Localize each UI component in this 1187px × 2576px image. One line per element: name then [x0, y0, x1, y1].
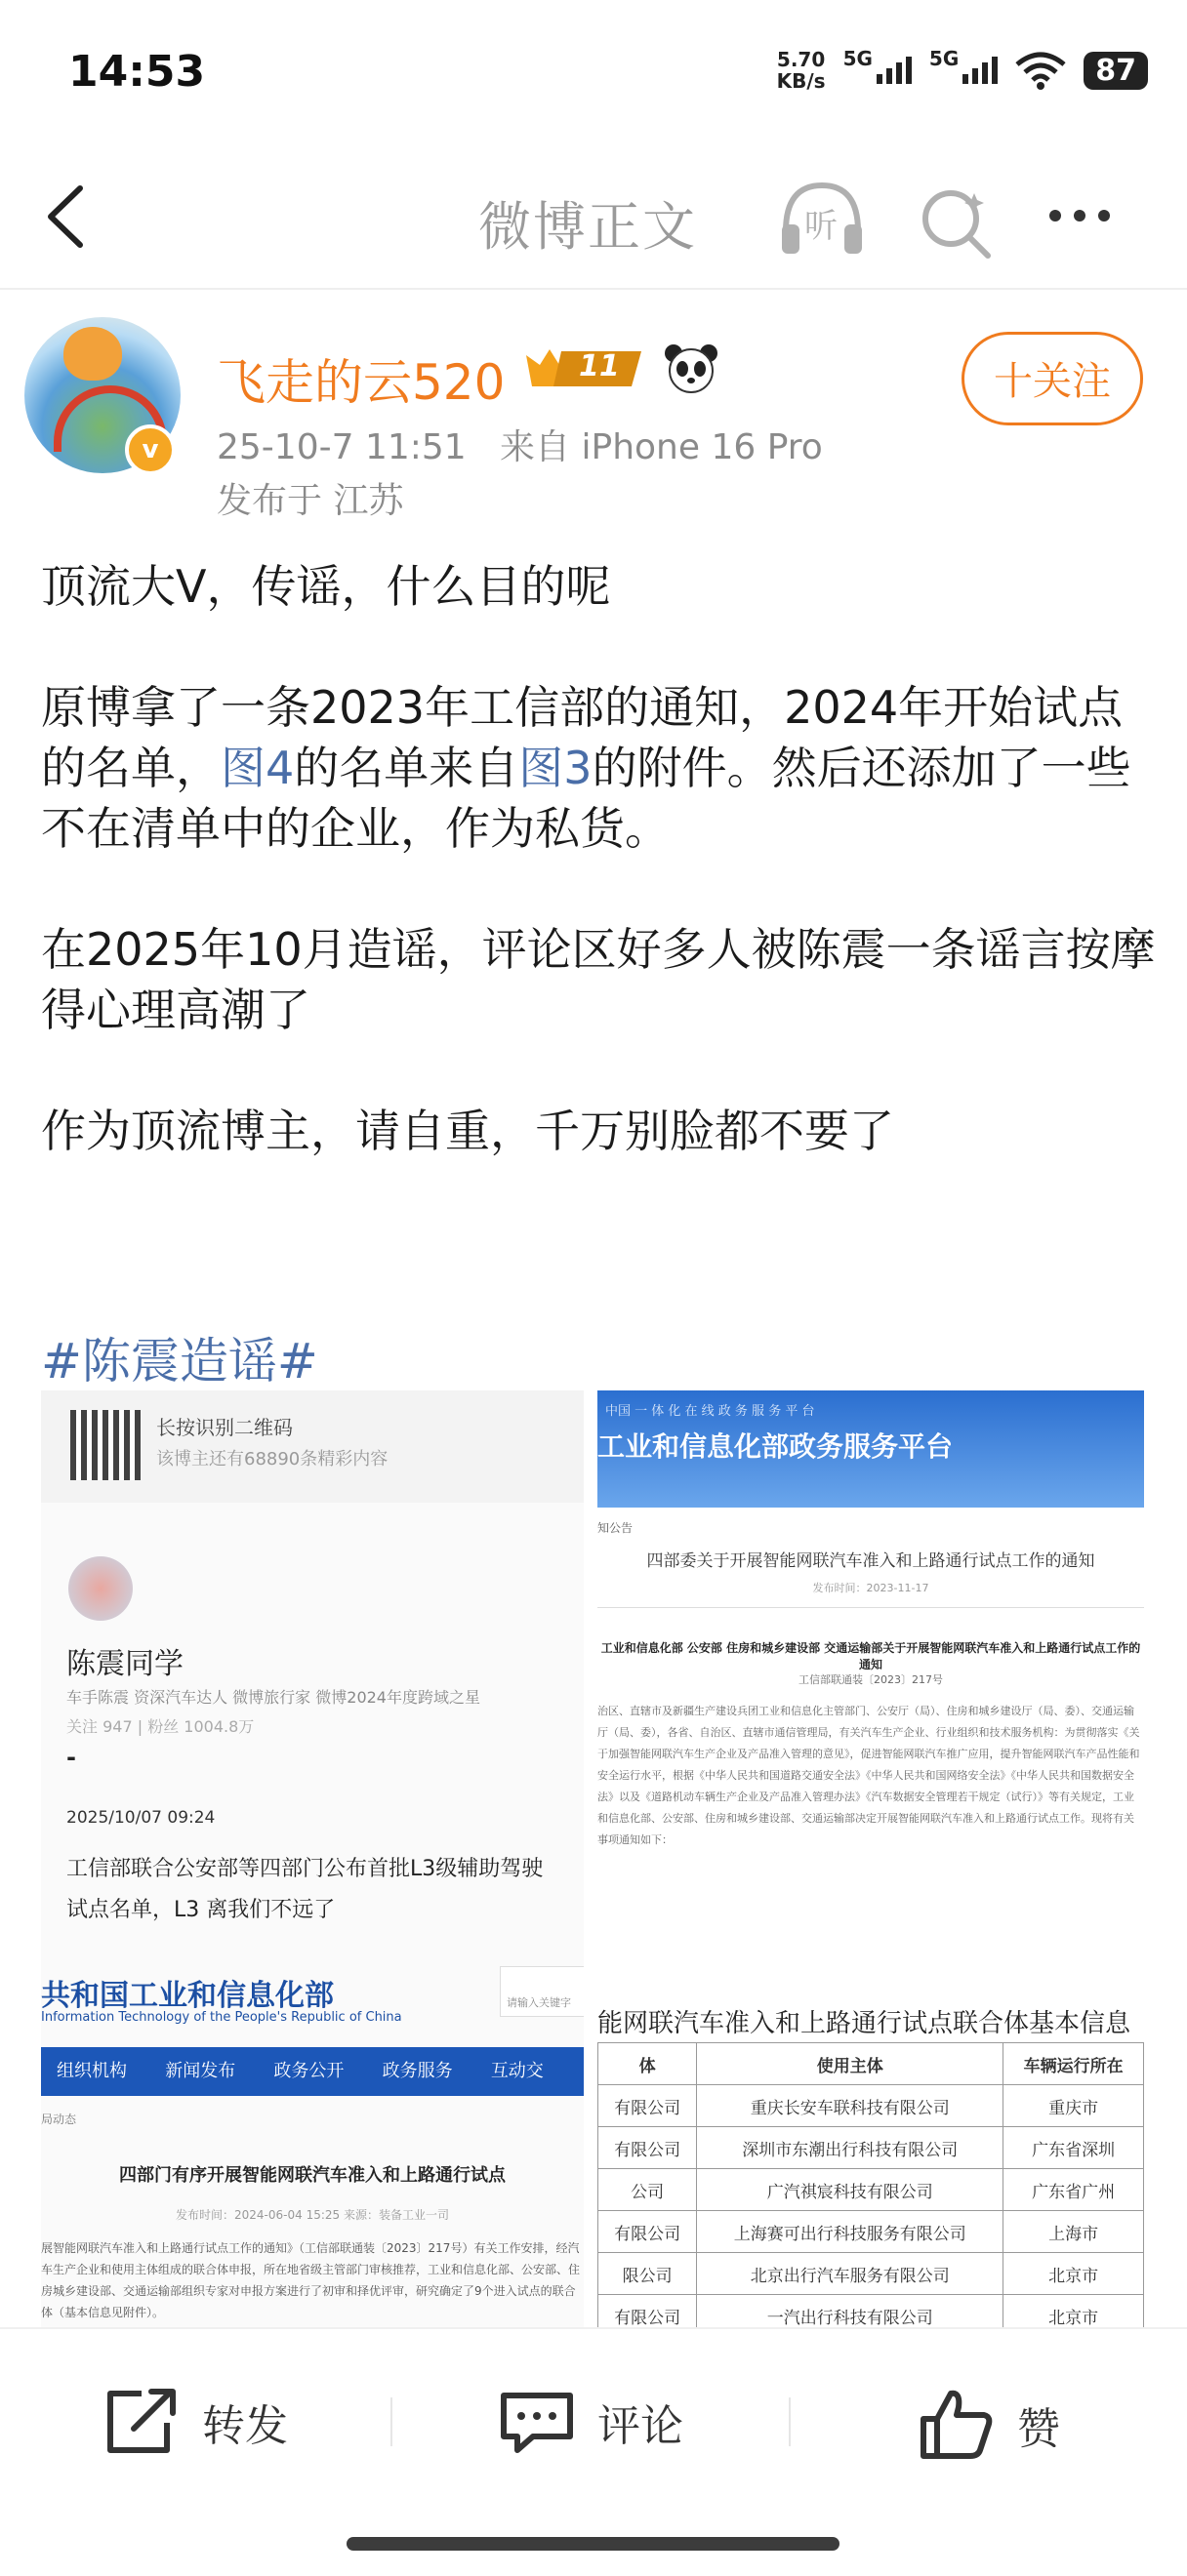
quoted-dash: - [66, 1744, 76, 1771]
table-cell: 有限公司 [598, 2295, 697, 2328]
gov-notice-date: 发布时间：2023-11-17 [812, 1582, 929, 1594]
post-paragraph-3: 在2025年10月造谣，评论区好多人被陈震一条谣言按摩得心理高潮了 [41, 923, 1156, 1036]
battery-indicator: 87 [1084, 52, 1148, 90]
post-location: 发布于 江苏 [217, 481, 404, 521]
miit-nav-item: 组织机构 [57, 2061, 127, 2081]
table-cell: 广东省深圳 [1003, 2127, 1144, 2169]
verified-badge-icon: v [125, 424, 176, 475]
search-icon[interactable] [918, 183, 996, 262]
status-time: 14:53 [68, 47, 206, 97]
network-speed [777, 49, 826, 92]
table-cell: 广汽祺宸科技有限公司 [697, 2169, 1003, 2211]
table-cell: 有限公司 [598, 2085, 697, 2127]
miit-article-body: 展智能网联汽车准入和上路通行试点工作的通知》（工信部联通装〔2023〕217号）有关工作安排，经汽车生产企业和使用主体组成的联合体申报，所在地省级主管部门审核推荐，工业和信息化部、公安部、住房城乡建设部、交通运输部组织专家对申报方案进行了初审和择优评审，研究确定了9个进入试点的联合体（基本信息见附件）。 [41, 2241, 581, 2319]
table-cell: 上海市 [1003, 2211, 1144, 2253]
qr-code-icon [70, 1410, 141, 1480]
table-row [598, 2295, 1144, 2328]
post-action-bar [0, 2327, 1187, 2505]
quoted-author-tags: 车手陈震 资深汽车达人 微博旅行家 微博2024年度跨域之星 [66, 1688, 480, 1707]
signal-1-label: 5G [842, 47, 873, 70]
image-3-link[interactable]: 图3 [518, 742, 593, 794]
comment-label: 评论 [597, 2401, 683, 2451]
quoted-author-stats: 关注 947 | 粉丝 1004.8万 [66, 1717, 255, 1736]
miit-site-title: 共和国工业和信息化部 [41, 1979, 334, 2013]
miit-article-date: 发布时间：2024-06-04 15:25 来源：装备工业一司 [176, 2208, 449, 2222]
table-cell: 公司 [598, 2169, 697, 2211]
table-row [598, 2085, 1144, 2127]
p2-text-a: 原博拿了一条2023年工信部的通知，2024年开始试点的名单， [41, 681, 1124, 794]
post-image-1[interactable] [41, 1390, 584, 2327]
post-paragraph-2 [41, 677, 1164, 859]
miit-nav-item: 政务服务 [382, 2061, 453, 2081]
listen-button[interactable] [776, 178, 869, 261]
table-header-cell: 体 [598, 2043, 697, 2085]
post-image-2[interactable] [597, 1390, 1144, 2327]
table-row [598, 2169, 1144, 2211]
table-cell: 北京出行汽车服务有限公司 [697, 2253, 1003, 2295]
miit-article-heading: 四部门有序开展智能网联汽车准入和上路通行试点 [119, 2165, 506, 2186]
miit-breadcrumb: 局动态 [41, 2113, 77, 2126]
follow-button[interactable]: 十关注 [962, 332, 1143, 425]
miit-search-box [500, 1966, 584, 2017]
gov-notice-text: 治区、直辖市及新疆生产建设兵团工业和信息化主管部门、公安厅（局）、住房和城乡建设厅（局、委）、交通运输厅（局、委），各省、自治区、直辖市通信管理局，有关汽车生产企业、行业组织和技术服务机构：为贯彻落实《关于加强智能网联汽车生产企业及产品准入管理的意见》，促进智能网联汽车推广应用，提升智能网联汽车产品性能和安全运行水平，根据《中华人民共和国道路交通安全法》《中华人民共和国网络安全法》《中华人民共和国数据安全法》以及《道路机动车辆生产企业及产品准入管理办法》《汽车数据安全管理若干规定（试行）》等有关规定，工业和信息化部、公安部、住房和城乡建设部、交通运输部决定开展智能网联汽车准入和上路通行试点工作。现将有关事项通知如下： [597, 1705, 1140, 1846]
panda-icon [662, 342, 720, 395]
quoted-author-name: 陈震同学 [66, 1647, 184, 1681]
post-paragraph-4: 作为顶流博主，请自重，千万别脸都不要了 [41, 1105, 894, 1157]
repost-button[interactable] [102, 2388, 288, 2456]
signal-2-label: 5G [928, 47, 960, 70]
table-cell: 广东省广州 [1003, 2169, 1144, 2211]
gov-platform-title: 工业和信息化部政务服务平台 [597, 1430, 954, 1463]
table-row [598, 2253, 1144, 2295]
more-options-icon[interactable] [1049, 210, 1110, 221]
vip-level: 11 [579, 349, 620, 383]
p2-text-c: 的附件。然后还添加了一些不在清单中的企业，作为私货。 [41, 742, 1131, 855]
table-cell: 重庆长安车联科技有限公司 [697, 2085, 1003, 2127]
miit-nav-bar [41, 2047, 584, 2096]
miit-site-subtitle: Information Technology of the People's Republic of China [41, 2010, 402, 2025]
post-body [41, 556, 1164, 1161]
miit-nav-item: 互动交 [490, 2061, 544, 2081]
table-cell: 重庆市 [1003, 2085, 1144, 2127]
p2-text-b: 的名单来自 [294, 742, 519, 794]
thumbs-up-icon [918, 2388, 996, 2461]
wifi-icon [1015, 51, 1066, 90]
qr-subtext: 该博主还有68890条精彩内容 [156, 1449, 389, 1469]
gov-platform-header [597, 1390, 1144, 1508]
table-row [598, 2211, 1144, 2253]
comment-icon [498, 2388, 576, 2456]
quoted-avatar [68, 1556, 133, 1621]
home-indicator[interactable] [347, 2537, 839, 2551]
share-icon [102, 2388, 181, 2456]
gov-doc-number: 工信部联通装〔2023〕217号 [798, 1673, 943, 1686]
page-title: 微博正文 [478, 196, 697, 258]
hashtag-link[interactable]: #陈震造谣# [41, 1333, 318, 1389]
status-icons [777, 49, 1148, 92]
network-speed-unit: KB/s [776, 69, 826, 93]
table-header-cell: 车辆运行所在 [1003, 2043, 1144, 2085]
post-meta [217, 420, 823, 469]
table-cell: 上海赛可出行科技服务有限公司 [697, 2211, 1003, 2253]
post-source: 来自 iPhone 16 Pro [500, 427, 823, 467]
gov-issuers: 工业和信息化部 公安部 住房和城乡建设部 交通运输部关于开展智能网联汽车准入和上路通行试点工作的通知 [600, 1641, 1141, 1671]
top-nav-bar [0, 146, 1187, 290]
quoted-post-text: 工信部联合公安部等四部门公布首批L3级辅助驾驶试点名单，L3 离我们不远了 [66, 1857, 544, 1922]
table-cell: 北京市 [1003, 2253, 1144, 2295]
back-arrow-icon[interactable] [39, 181, 98, 254]
miit-nav-item: 新闻发布 [165, 2061, 236, 2081]
repost-label: 转发 [202, 2401, 288, 2451]
table-cell: 有限公司 [598, 2127, 697, 2169]
gov-section: 知公告 [597, 1521, 634, 1535]
status-bar [0, 0, 1187, 146]
table-cell: 北京市 [1003, 2295, 1144, 2328]
qr-hint: 长按识别二维码 [156, 1416, 293, 1439]
table-header-cell: 使用主体 [697, 2043, 1003, 2085]
vip-crown-badge-icon [522, 343, 649, 392]
network-speed-value: 5.70 [776, 48, 826, 71]
miit-nav-item: 政务公开 [273, 2061, 345, 2081]
quoted-post-date: 2025/10/07 09:24 [66, 1808, 216, 1828]
signal-icon-2 [928, 47, 998, 84]
gov-header-small: 中国 一 体 化 在 线 政 务 服 务 平 台 [605, 1404, 815, 1419]
signal-icon-1 [842, 47, 912, 84]
post-paragraph-1: 顶流大V，传谣，什么目的呢 [41, 560, 611, 613]
pilot-table [597, 2042, 1144, 2327]
qr-code-banner [41, 1390, 584, 1503]
pilot-table-title: 能网联汽车准入和上路通行试点联合体基本信息 [597, 2009, 1131, 2038]
comment-button[interactable] [498, 2388, 683, 2456]
author-name[interactable]: 飞走的云520 [217, 354, 506, 411]
like-button[interactable] [918, 2388, 1060, 2461]
table-header-row [598, 2043, 1144, 2085]
like-label: 赞 [1017, 2403, 1060, 2454]
table-cell: 限公司 [598, 2253, 697, 2295]
post-timestamp: 25-10-7 11:51 [217, 427, 467, 467]
table-cell: 一汽出行科技有限公司 [697, 2295, 1003, 2328]
miit-search-hint: 请输入关键字 [507, 1996, 571, 2009]
table-row [598, 2127, 1144, 2169]
listen-label: 听 [804, 207, 838, 246]
image-4-link[interactable]: 图4 [221, 742, 295, 794]
table-cell: 有限公司 [598, 2211, 697, 2253]
table-cell: 深圳市东潮出行科技有限公司 [697, 2127, 1003, 2169]
gov-notice-heading: 四部委关于开展智能网联汽车准入和上路通行试点工作的通知 [646, 1551, 1095, 1571]
